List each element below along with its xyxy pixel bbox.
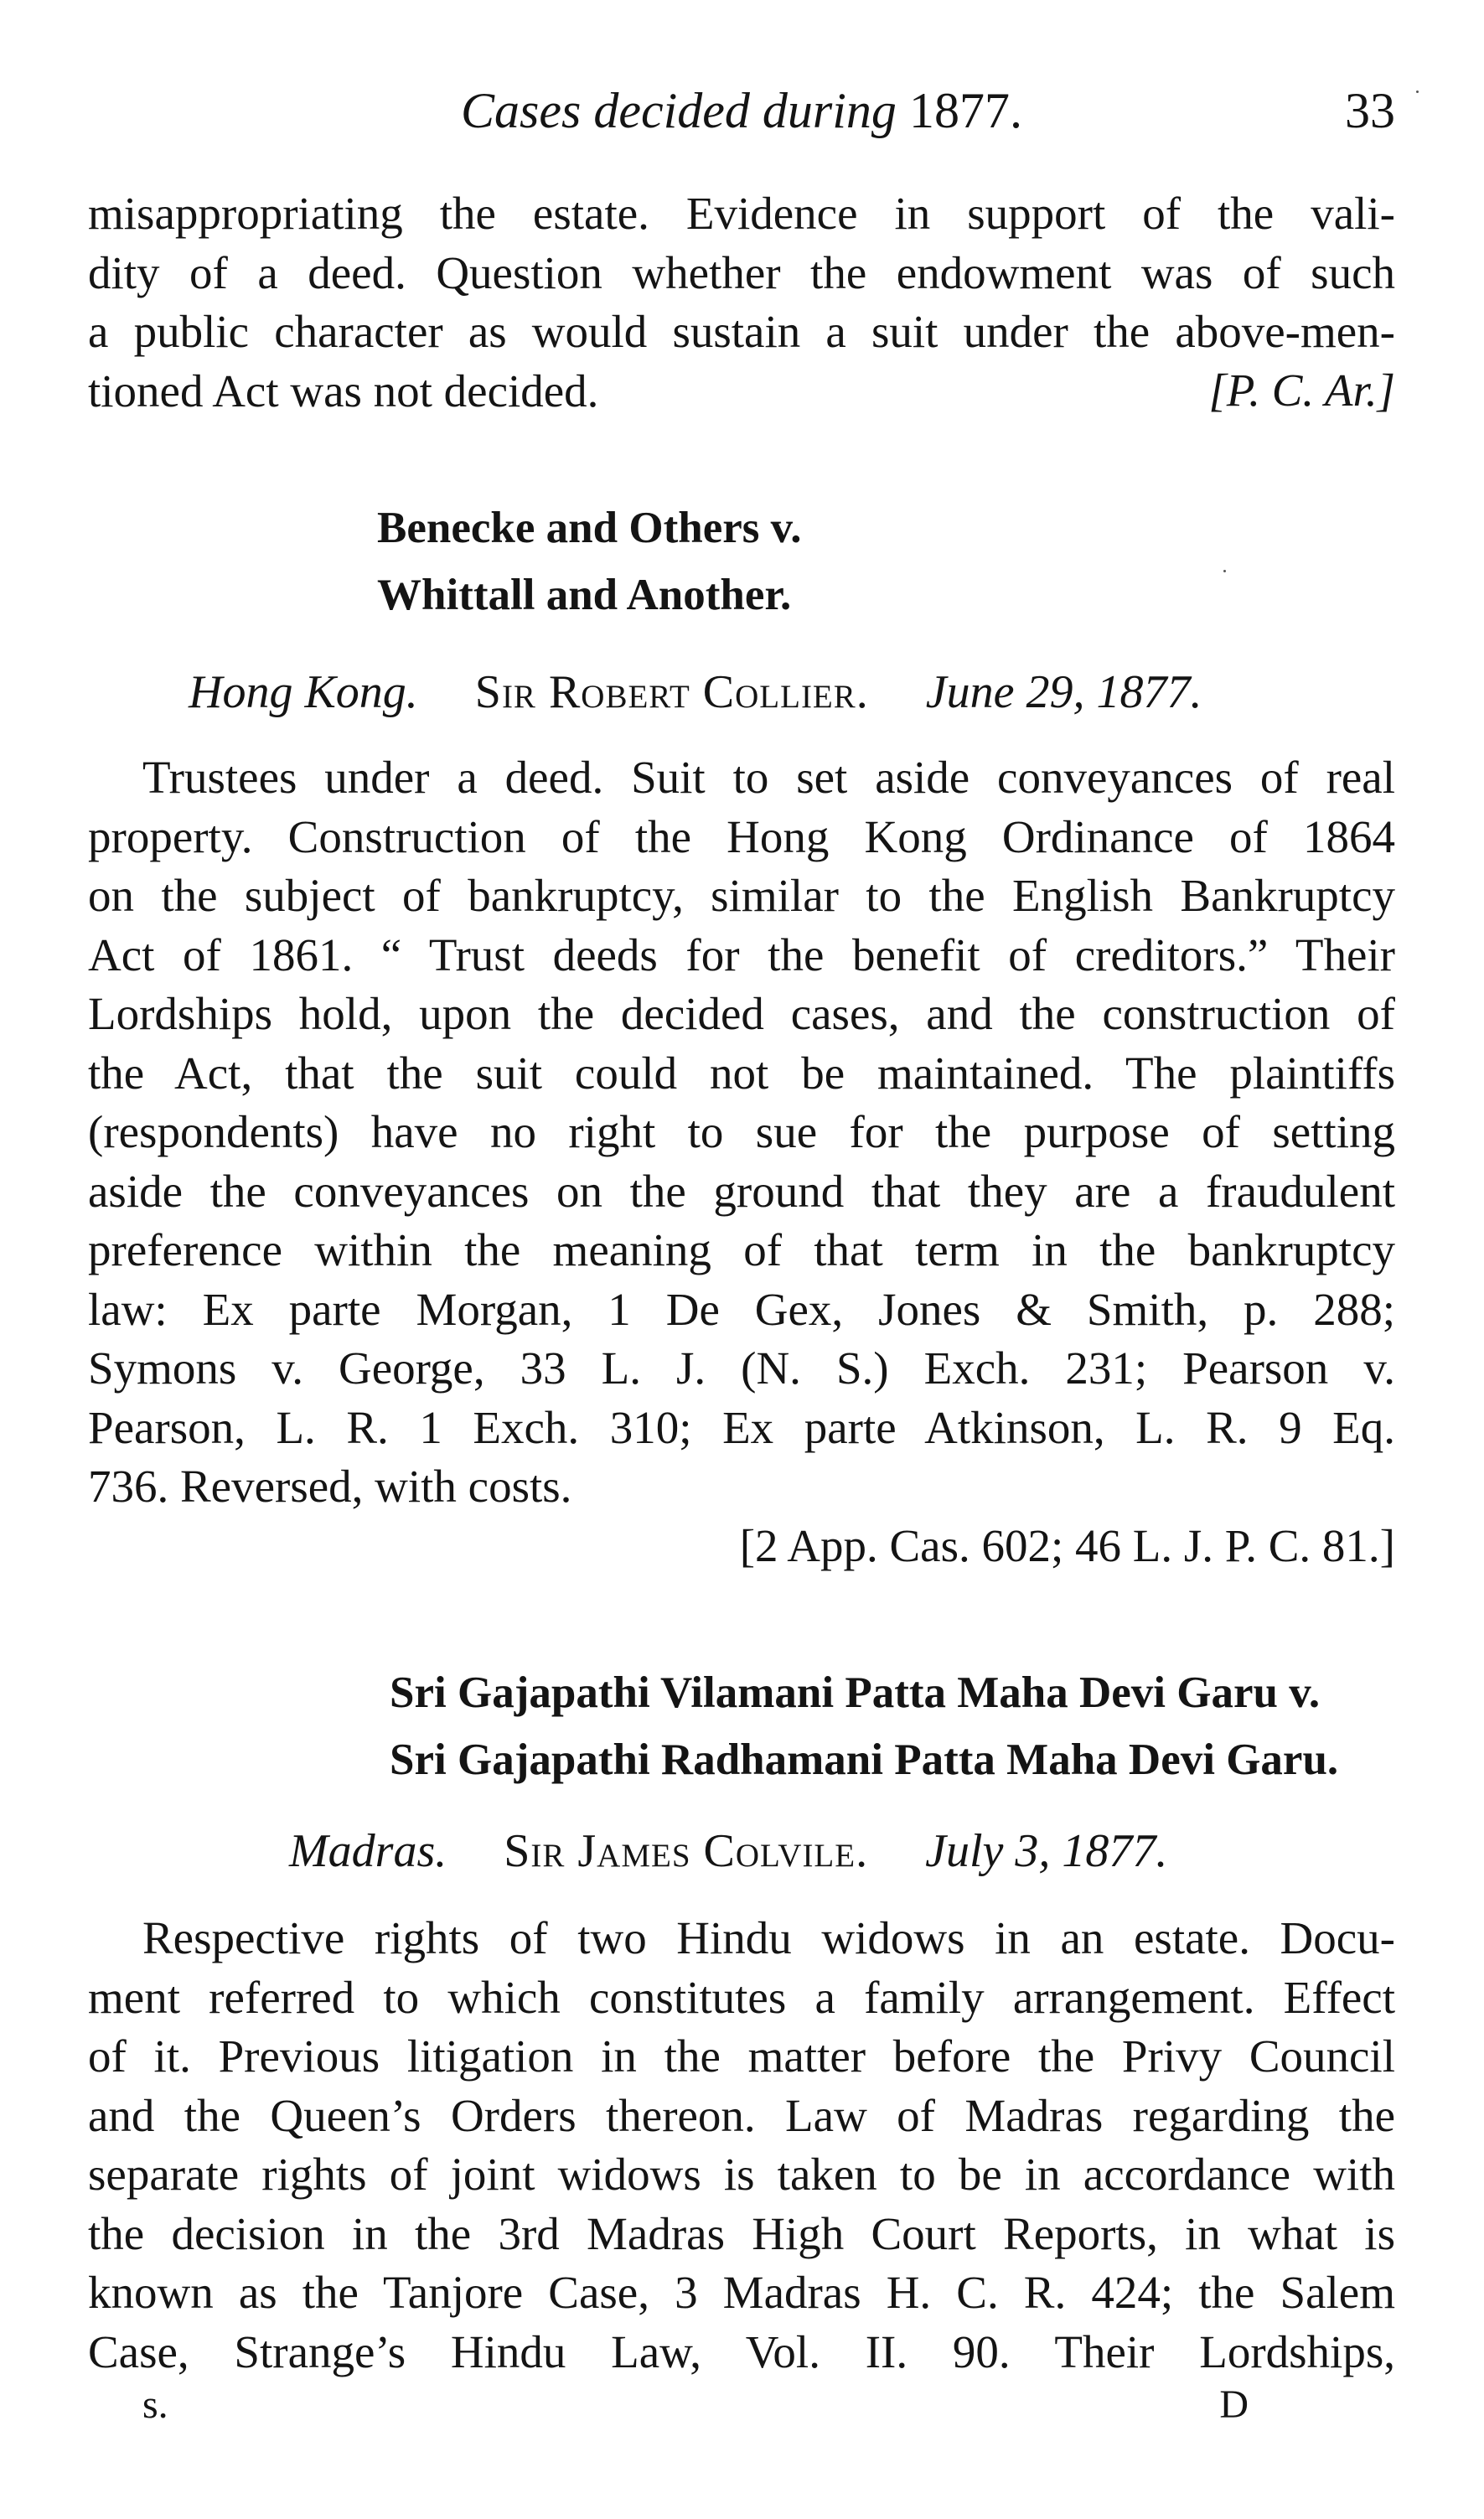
text-line: property. Construction of the Hong Kong Ordinance of 1864 [88, 810, 1395, 862]
text-line: a public character as would sustain a suit under the above-men- [88, 306, 1395, 357]
case-date: June 29, 1877. [925, 666, 1202, 718]
text-line: Act of 1861. “ Trust deeds for the benefit of creditors.” Their [88, 928, 1395, 980]
stray-ink-mark [1223, 570, 1226, 572]
stray-ink-mark [1416, 91, 1419, 93]
case-parties-line-1: Benecke and Others v. [377, 504, 802, 552]
case-parties-line-2: Sri Gajapathi Radhamani Patta Maha Devi Garu. [390, 1735, 1339, 1784]
case-citation: [2 App. Cas. 602; 46 L. J. P. C. 81.] [739, 1520, 1395, 1571]
case-judge: Sir James Colvile. [504, 1825, 869, 1877]
running-title [461, 77, 1022, 144]
text-line: the decision in the 3rd Madras High Court Reports, in what is [88, 2207, 1395, 2259]
text-line: 736. Reversed, with costs. [88, 1461, 572, 1512]
case-parties-line-2: Whittall and Another. [377, 571, 792, 619]
court-line [289, 1821, 1167, 1881]
text-line: on the subject of bankruptcy, similar to the English Bankruptcy [88, 870, 1395, 921]
text-line: misappropriating the estate. Evidence in support of the vali- [88, 188, 1395, 239]
case-date: July 3, 1877. [925, 1825, 1168, 1877]
text-line: law: Ex parte Morgan, 1 De Gex, Jones & Smith, p. 288; [88, 1283, 1395, 1335]
text-line: Trustees under a deed. Suit to set aside conveyances of real [142, 752, 1395, 803]
case-summary [88, 748, 1395, 1517]
case-summary [88, 1909, 1395, 2382]
text-line: the Act, that the suit could not be maintained. The plaintiffs [88, 1047, 1395, 1099]
running-head [88, 77, 1395, 144]
case-judge: Sir Robert Collier. [474, 666, 869, 718]
text-line: aside the conveyances on the ground that they are a fraudulent [88, 1165, 1395, 1217]
text-line: of it. Previous litigation in the matter before the Privy Council [88, 2030, 1395, 2082]
text-line: separate rights of joint widows is taken to be in accordance with [88, 2149, 1395, 2200]
text-line: and the Queen’s Orders thereon. Law of Madras regarding the [88, 2089, 1395, 2141]
text-line: Case, Strange’s Hindu Law, Vol. II. 90. Their Lordships, [88, 2325, 1395, 2377]
court-line [189, 662, 1202, 722]
text-line: ment referred to which constitutes a family arrangement. Effect [88, 1971, 1395, 2023]
case-place: Hong Kong. [189, 666, 418, 718]
case-place: Madras. [289, 1825, 447, 1877]
signature-mark-left: s. [142, 2382, 168, 2427]
running-year: 1877. [908, 83, 1022, 138]
text-line: Respective rights of two Hindu widows in an estate. Docu- [142, 1912, 1395, 1963]
text-line: dity of a deed. Question whether the endowment was of such [88, 246, 1395, 298]
page-number: 33 [1345, 83, 1395, 138]
text-line: (respondents) have no right to sue for the purpose of setting [88, 1106, 1395, 1157]
case-parties-line-1: Sri Gajapathi Vilamani Patta Maha Devi Garu v. [390, 1668, 1321, 1717]
running-title-text: Cases decided during [461, 83, 897, 138]
text-line: Symons v. George, 33 L. J. (N. S.) Exch. 231; Pearson v. [88, 1342, 1395, 1394]
text-line: Pearson, L. R. 1 Exch. 310; Ex parte Atkinson, L. R. 9 Eq. [88, 1401, 1395, 1453]
text-line: Lordships hold, upon the decided cases, and the construction of [88, 988, 1395, 1039]
text-line: preference within the meaning of that term in the bankruptcy [88, 1224, 1395, 1275]
signature-mark-right: D [1219, 2382, 1249, 2427]
previous-case-citation: [P. C. Ar.] [1208, 365, 1395, 416]
text-line: known as the Tanjore Case, 3 Madras H. C. R. 424; the Salem [88, 2267, 1395, 2318]
text-line: tioned Act was not decided. [88, 365, 599, 416]
